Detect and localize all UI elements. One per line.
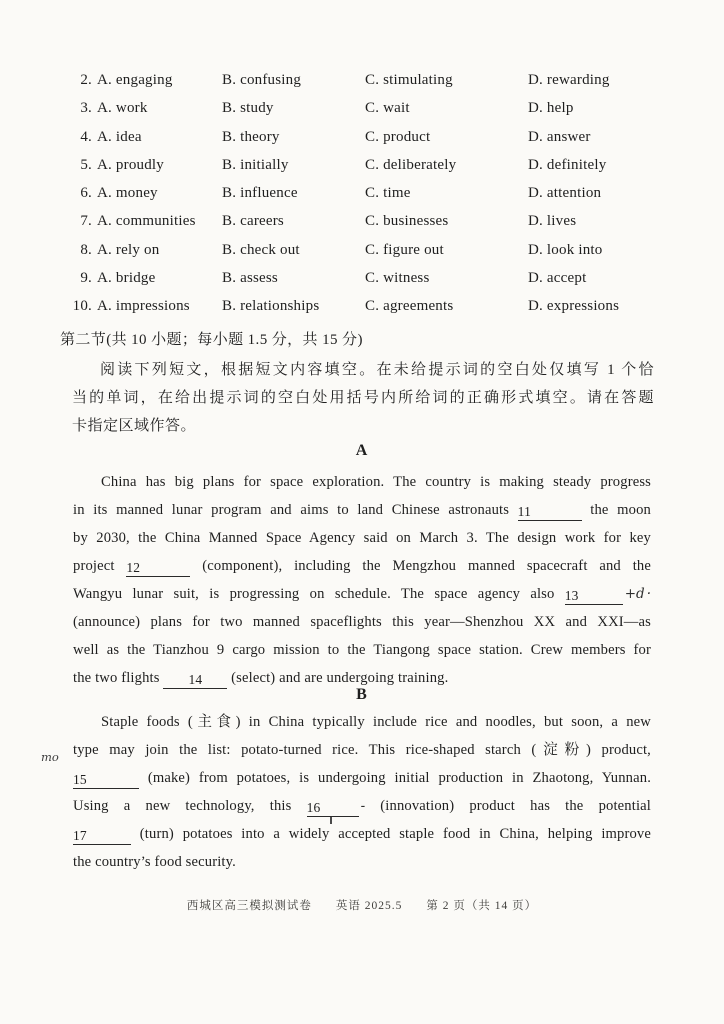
option-row bbox=[60, 151, 680, 179]
option-cell: C. wait bbox=[365, 100, 410, 117]
option-cell: A. money bbox=[97, 185, 158, 202]
option-cell: A. idea bbox=[97, 128, 142, 145]
page-footer bbox=[0, 897, 724, 913]
text-run: Staple foods (主食) in China typically include rice and noodles, but soon, a new bbox=[101, 714, 651, 730]
text-run: (announce) plans for two manned spaceflights this year—Shenzhou XX and XXI—as bbox=[73, 614, 651, 630]
text-line bbox=[73, 552, 651, 580]
option-cell: D. look into bbox=[528, 241, 603, 258]
footer-subject-date: 英语 2025.5 bbox=[335, 900, 403, 912]
text-run: (turn) potatoes into a widely accepted staple food in China, helping improve bbox=[131, 826, 651, 842]
option-cell: D. accept bbox=[528, 270, 587, 287]
text-line bbox=[73, 736, 651, 764]
text-line bbox=[73, 468, 651, 496]
text-run: 当的单词，在给出提示词的空白处用括号内所给词的正确形式填空。请在答题 bbox=[72, 390, 654, 406]
option-cell: C. figure out bbox=[365, 241, 444, 258]
question-number: 7. bbox=[80, 213, 92, 230]
fill-blank-13: 13 bbox=[565, 588, 623, 605]
option-cell: A. bridge bbox=[97, 270, 156, 287]
option-cell: D. answer bbox=[528, 128, 591, 145]
text-run: (component), including the Mengzhou manned spacecraft and the bbox=[190, 558, 651, 574]
option-cell: B. theory bbox=[222, 128, 280, 145]
fill-blank-15: 15 bbox=[73, 772, 139, 789]
option-cell: D. expressions bbox=[528, 298, 620, 315]
text-line bbox=[72, 384, 654, 412]
option-cell: C. stimulating bbox=[365, 72, 453, 88]
option-row bbox=[60, 66, 680, 94]
handwritten-tick bbox=[330, 817, 331, 824]
option-row bbox=[60, 207, 680, 235]
text-run: (make) from potatoes, is undergoing initial production in Zhaotong, Yunnan. bbox=[139, 770, 651, 786]
passage-b-label: B bbox=[356, 686, 367, 703]
text-run: by 2030, the China Manned Space Agency said on March 3. The design work for key bbox=[73, 530, 651, 546]
option-cell: C. time bbox=[365, 185, 411, 202]
text-line bbox=[72, 356, 654, 384]
fill-blank-17: 17 bbox=[73, 828, 131, 845]
option-cell: B. study bbox=[222, 100, 274, 117]
footer-exam-title: 西城区高三模拟测试卷 bbox=[186, 900, 312, 912]
option-cell: B. initially bbox=[222, 156, 289, 173]
text-run: the country’s food security. bbox=[73, 854, 236, 870]
text-run: the two flights bbox=[73, 670, 164, 686]
cloze-options-table bbox=[60, 66, 680, 321]
text-run: 阅读下列短文，根据短文内容填空。在未给提示词的空白处仅填写 1 个恰 bbox=[100, 362, 654, 378]
text-run: Wangyu lunar suit, is progressing on schedule. The space agency also bbox=[73, 586, 565, 602]
text-run: well as the Tianzhou 9 cargo mission to the Tiangong space station. Crew members for bbox=[73, 642, 651, 658]
section-instructions bbox=[72, 356, 654, 440]
text-run: 卡指定区域作答。 bbox=[72, 418, 197, 434]
fill-blank-16: 16 bbox=[307, 800, 359, 817]
option-cell: C. agreements bbox=[365, 298, 454, 315]
handwritten-note: - bbox=[360, 798, 366, 814]
text-line bbox=[73, 708, 651, 736]
option-row bbox=[60, 179, 680, 207]
option-cell: A. engaging bbox=[97, 72, 173, 88]
option-row bbox=[60, 292, 680, 320]
text-line bbox=[72, 412, 654, 440]
fill-blank-11: 11 bbox=[518, 504, 582, 521]
text-run: type may join the list: potato-turned rice. This rice-shaped starch (淀粉) product, bbox=[73, 742, 651, 758]
option-cell: D. definitely bbox=[528, 156, 607, 173]
question-number: 10. bbox=[72, 298, 92, 315]
text-run: (innovation) product has the potential bbox=[365, 798, 651, 814]
question-number: 8. bbox=[80, 241, 92, 258]
handwritten-note: +d bbox=[624, 586, 645, 602]
option-cell: C. businesses bbox=[365, 213, 449, 230]
text-line bbox=[73, 820, 651, 848]
text-line bbox=[73, 636, 651, 664]
option-cell: D. lives bbox=[528, 213, 577, 230]
option-row bbox=[60, 264, 680, 292]
option-cell: B. careers bbox=[222, 213, 284, 230]
fill-blank-12: 12 bbox=[126, 560, 190, 577]
text-run: (select) and are undergoing training. bbox=[227, 670, 449, 686]
text-run: the moon bbox=[581, 502, 652, 518]
text-run: China has big plans for space exploration. The country is making steady progress bbox=[101, 474, 651, 490]
text-line bbox=[73, 848, 651, 876]
question-number: 4. bbox=[80, 128, 92, 145]
question-number: 3. bbox=[80, 100, 92, 117]
option-cell: D. help bbox=[528, 100, 574, 117]
option-cell: C. product bbox=[365, 128, 431, 145]
option-cell: B. relationships bbox=[222, 298, 320, 315]
question-number: 9. bbox=[80, 270, 92, 287]
text-line bbox=[73, 496, 651, 524]
text-run: in its manned lunar program and aims to land Chinese astronauts bbox=[73, 502, 518, 518]
passage-b bbox=[73, 708, 651, 876]
text-run: Using a new technology, this bbox=[73, 798, 307, 814]
footer-page-number: 第 2 页（共 14 页） bbox=[426, 900, 538, 912]
passage-a-label: A bbox=[355, 442, 368, 459]
option-cell: B. confusing bbox=[222, 72, 302, 88]
option-cell: A. impressions bbox=[97, 298, 190, 315]
text-line bbox=[73, 792, 651, 820]
option-cell: A. communities bbox=[97, 213, 196, 230]
option-cell: B. influence bbox=[222, 185, 298, 202]
option-cell: A. rely on bbox=[97, 241, 160, 258]
passage-a bbox=[73, 468, 651, 692]
option-cell: A. proudly bbox=[97, 156, 164, 173]
question-number: 2. bbox=[80, 72, 92, 88]
handwritten-margin-note: mo bbox=[41, 750, 59, 764]
option-row bbox=[60, 123, 680, 151]
text-line bbox=[73, 580, 651, 608]
question-number: 6. bbox=[80, 185, 92, 202]
option-cell: B. assess bbox=[222, 270, 278, 287]
text-line bbox=[73, 608, 651, 636]
handwritten-note: · bbox=[646, 586, 651, 602]
option-cell: A. work bbox=[97, 100, 148, 117]
option-cell: C. deliberately bbox=[365, 156, 457, 173]
text-run: project bbox=[73, 558, 127, 574]
option-cell: C. witness bbox=[365, 270, 430, 287]
option-row bbox=[60, 94, 680, 122]
option-cell: D. rewarding bbox=[528, 72, 610, 88]
option-row bbox=[60, 236, 680, 264]
text-line bbox=[73, 524, 651, 552]
question-number: 5. bbox=[80, 156, 92, 173]
text-line bbox=[73, 764, 651, 792]
option-cell: B. check out bbox=[222, 241, 300, 258]
option-cell: D. attention bbox=[528, 185, 602, 202]
fill-blank-14: 14 bbox=[163, 672, 227, 689]
section-heading: 第二节(共 10 小题；每小题 1.5 分，共 15 分) bbox=[60, 332, 363, 348]
